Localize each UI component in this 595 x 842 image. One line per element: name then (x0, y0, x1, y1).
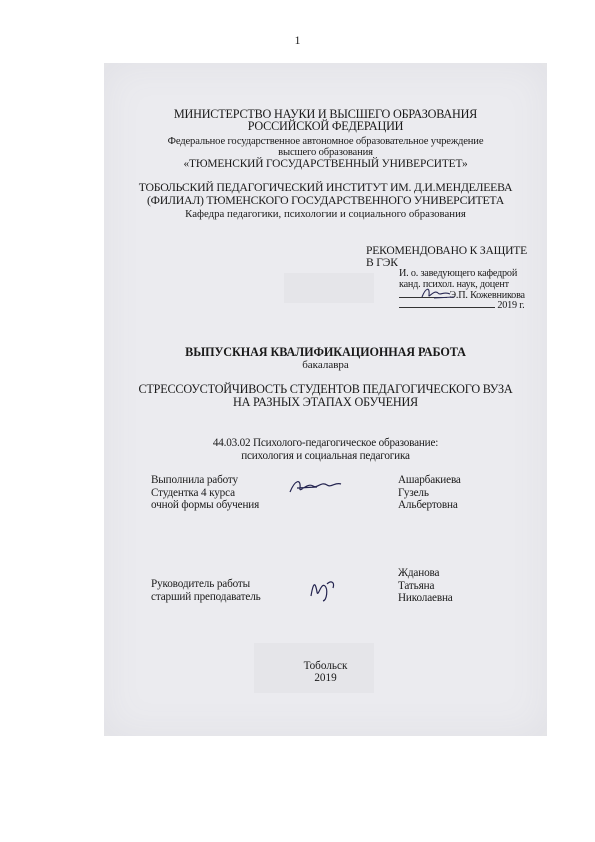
approval-signature (420, 285, 456, 301)
department-name: Кафедра педагогики, психологии и социального образования (185, 208, 466, 220)
approval-date-row: 2019 г. (399, 301, 525, 312)
thesis-topic: СТРЕССОУСТОЙЧИВОСТЬ СТУДЕНТОВ ПЕДАГОГИЧЕСКОГО ВУЗА НА РАЗНЫХ ЭТАПАХ ОБУЧЕНИЯ (138, 382, 513, 409)
supervisor-labels: Руководитель работы старший преподаватель (151, 578, 261, 603)
branch-heading: ТОБОЛЬСКИЙ ПЕДАГОГИЧЕСКИЙ ИНСТИТУТ ИМ. Д.И.МЕНДЕЛЕЕВА (ФИЛИАЛ) ТЮМЕНСКОГО ГОСУДАРСТВЕННОГО УНИВЕРСИТЕТА (138, 180, 513, 207)
author-signature (287, 476, 349, 498)
approval-heading: РЕКОМЕНДОВАНО К ЗАЩИТЕ В ГЭК (366, 244, 528, 270)
author-name: Ашарбакиева Гузель Альбертовна (398, 474, 461, 512)
specialty: 44.03.02 Психолого-педагогическое образование: психология и социальная педагогика (212, 437, 439, 462)
work-title: ВЫПУСКНАЯ КВАЛИФИКАЦИОННАЯ РАБОТА (185, 345, 466, 359)
author-labels: Выполнила работу Студентка 4 курса очной формы обучения (151, 474, 260, 512)
scanned-title-page (104, 63, 547, 736)
supervisor-name: Жданова Татьяна Николаевна (398, 567, 453, 605)
approval-signer-block: И. о. заведующего кафедрой канд. психол. наук, доцент Э.П. Кожевникова 2019 г. (399, 268, 525, 312)
page-number: 1 (294, 33, 301, 47)
city-year: Тобольск 2019 (303, 660, 348, 685)
degree-label: бакалавра (302, 359, 349, 371)
date-line (399, 307, 495, 308)
supervisor-signature (305, 574, 345, 604)
scan-artifact (284, 273, 374, 303)
institution-heading: Федеральное государственное автономное образовательное учреждение высшего образования «ТЮМЕНСКИЙ ГОСУДАРСТВЕННЫЙ УНИВЕРСИТЕТ» (167, 136, 484, 170)
approval-signer-name: Э.П. Кожевникова (449, 289, 525, 301)
ministry-heading: МИНИСТЕРСТВО НАУКИ И ВЫСШЕГО ОБРАЗОВАНИЯ РОССИЙСКОЙ ФЕДЕРАЦИИ (173, 107, 478, 134)
